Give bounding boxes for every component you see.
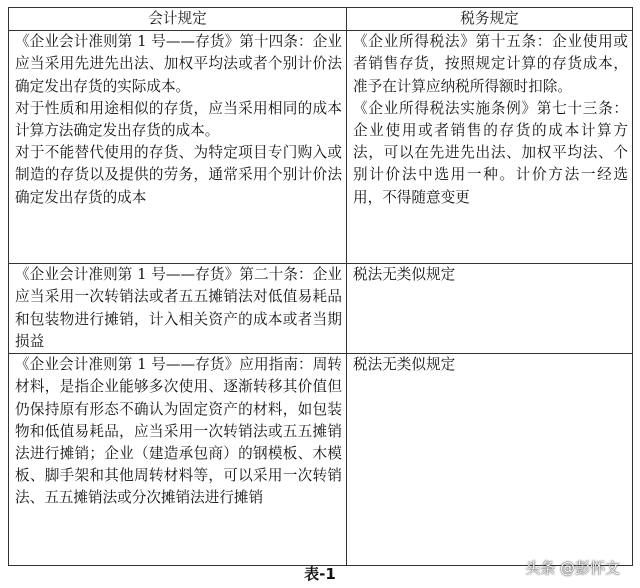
table-caption: 表-1 [304,565,336,583]
header-tax: 税务规定 [347,8,633,31]
tax-paragraph: 《企业所得税法实施条例》第七十三条：企业使用或者销售的存货的成本计算方法，可以在先进先出法、加权平均法、个别计价法中选用一种。计价方法一经选用，不得随意变更 [353,99,628,206]
accounting-cell [9,31,347,264]
tax-paragraph: 税法无类似规定 [353,356,456,374]
table-row [9,31,633,264]
accounting-paragraph: 对于性质和用途相似的存货，应当采用相同的成本计算方法确定发出存货的成本。 [15,99,342,140]
accounting-paragraph: 对于不能替代使用的存货、为特定项目专门购入或制造的存货以及提供的劳务，通常采用个别计价法确定发出存货的成本 [15,144,342,206]
header-row [9,8,633,31]
tax-cell [347,31,633,264]
accounting-cell [9,264,347,354]
header-accounting: 会计规定 [9,8,347,31]
tax-paragraph: 《企业所得税法》第十五条：企业使用或者销售存货，按照规定计算的存货成本，准予在计算应纳税所得额时扣除。 [353,33,628,95]
accounting-paragraph: 《企业会计准则第 1 号——存货》第二十条：企业应当采用一次转销法或者五五摊销法对低值易耗品和包装物进行摊销，计入相关资产的成本或者当期损益 [15,266,342,350]
accounting-paragraph: 《企业会计准则第 1 号——存货》应用指南：周转材料，是指企业能够多次使用、逐渐转移其价值但仍保持原有形态不确认为固定资产的材料，如包装物和低值易耗品，应当采用一次转销法或五五摊销法进行摊销；企业（建造承包商）的钢模板、木模板、脚手架和其他周转材料等，可以采用一次转销法、五五摊销法或分次摊销法进行摊销 [15,356,342,507]
watermark: 头条 @彭怀文 [525,559,620,577]
table-row [9,354,633,566]
comparison-table [8,7,633,566]
accounting-paragraph: 《企业会计准则第 1 号——存货》第十四条：企业应当采用先进先出法、加权平均法或者个别计价法确定发出存货的实际成本。 [15,33,342,95]
tax-paragraph: 税法无类似规定 [353,266,456,284]
table-row [9,264,633,354]
tax-cell [347,264,633,354]
accounting-cell [9,354,347,566]
tax-cell [347,354,633,566]
